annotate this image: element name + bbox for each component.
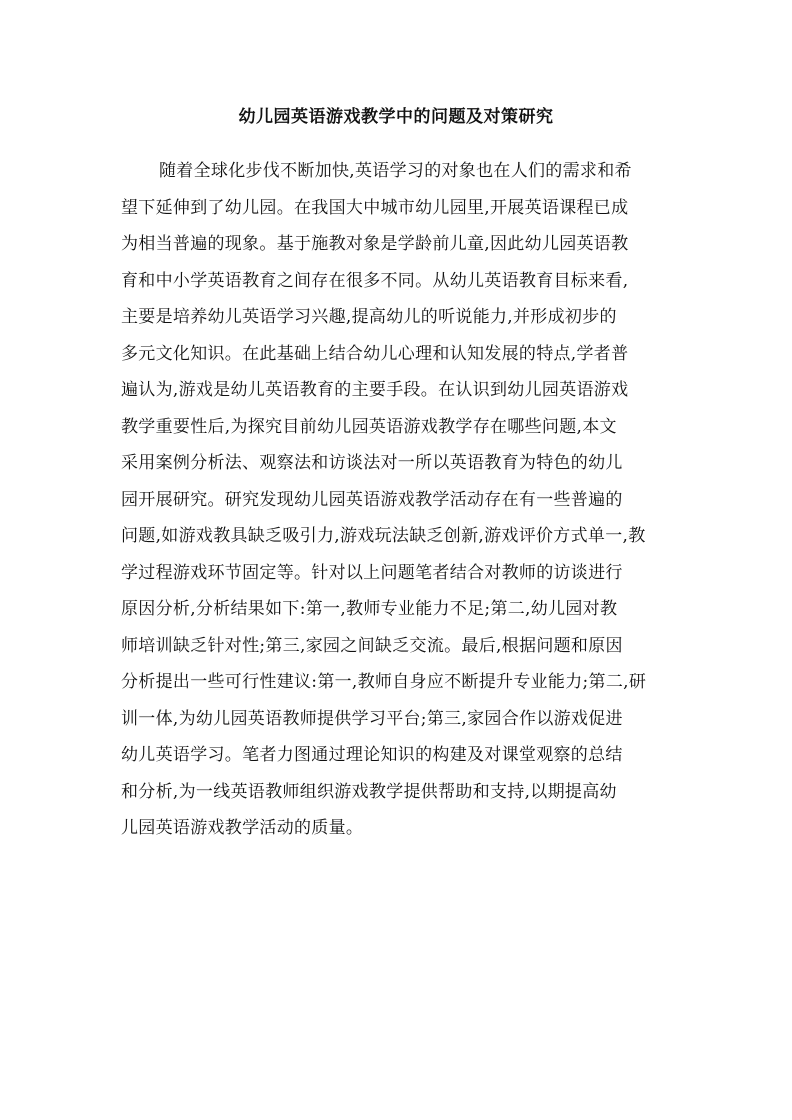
text-line: 幼儿英语学习。笔者力图通过理论知识的构建及对课堂观察的总结 — [121, 745, 623, 765]
text-line: 教学重要性后,为探究目前幼儿园英语游戏教学存在哪些问题,本文 — [121, 416, 617, 437]
text-line: 为相当普遍的现象。基于施教对象是学龄前儿童,因此幼儿园英语教 — [121, 234, 629, 254]
text-line: 分析提出一些可行性建议:第一,教师自身应不断提升专业能力;第二,研 — [121, 672, 647, 692]
text-line: 园开展研究。研究发现幼儿园英语游戏教学活动存在有一些普遍的 — [121, 489, 623, 510]
text-line: 原因分析,分析结果如下:第一,教师专业能力不足;第二,幼儿园对教 — [121, 599, 618, 619]
text-line: 师培训缺乏针对性;第三,家园之间缺乏交流。最后,根据问题和原因 — [121, 635, 623, 656]
text-line: 主要是培养幼儿英语学习兴趣,提高幼儿的听说能力,并形成初步的 — [121, 307, 617, 327]
text-line: 采用案例分析法、观察法和访谈法对一所以英语教育为特色的幼儿 — [121, 453, 623, 473]
text-line: 问题,如游戏教具缺乏吸引力,游戏玩法缺乏创新,游戏评价方式单一,教 — [121, 526, 646, 546]
text-line: 望下延伸到了幼儿园。在我国大中城市幼儿园里,开展英语课程已成 — [121, 197, 629, 218]
document-title: 幼儿园英语游戏教学中的问题及对策研究 — [238, 107, 554, 127]
text-line: 遍认为,游戏是幼儿英语教育的主要手段。在认识到幼儿园英语游戏 — [121, 380, 629, 400]
text-line: 儿园英语游戏教学活动的质量。 — [121, 818, 364, 838]
text-line: 多元文化知识。在此基础上结合幼儿心理和认知发展的特点,学者普 — [121, 343, 629, 364]
text-line: 育和中小学英语教育之间存在很多不同。从幼儿英语教育目标来看, — [121, 270, 629, 291]
text-line: 随着全球化步伐不断加快,英语学习的对象也在人们的需求和希 — [159, 161, 632, 181]
text-line: 训一体,为幼儿园英语教师提供学习平台;第三,家园合作以游戏促进 — [121, 708, 623, 729]
text-line: 和分析,为一线英语教师组织游戏教学提供帮助和支持,以期提高幼 — [121, 781, 617, 802]
text-line: 学过程游戏环节固定等。针对以上问题笔者结合对教师的访谈进行 — [121, 562, 623, 583]
abstract-paragraph — [121, 158, 701, 852]
